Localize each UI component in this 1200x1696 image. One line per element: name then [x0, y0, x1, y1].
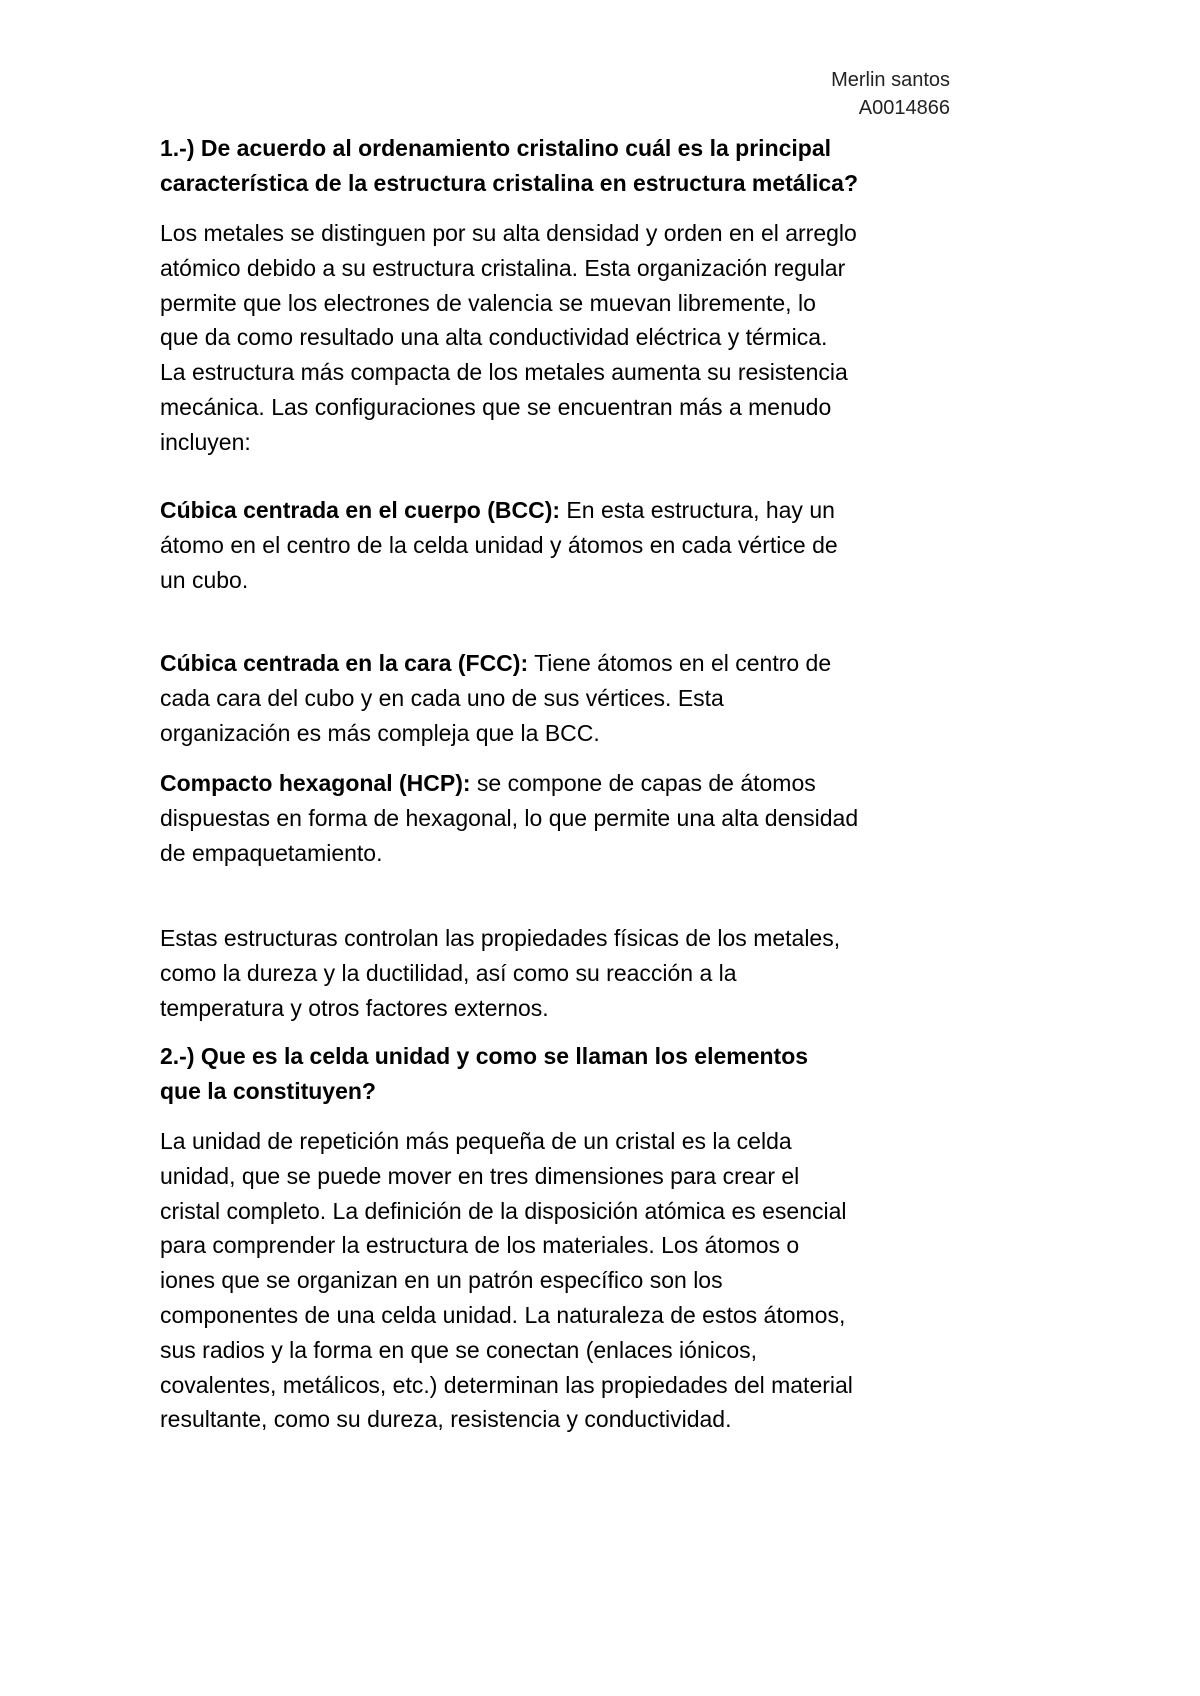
author-header — [831, 66, 950, 122]
question-2-heading — [160, 1039, 1060, 1109]
question-1-intro — [160, 216, 1060, 460]
fcc-label: Cúbica centrada en la cara (FCC): — [160, 650, 529, 676]
fcc-paragraph — [160, 646, 1060, 750]
text-line: covalentes, metálicos, etc.) determinan las propiedades del material — [160, 1371, 853, 1398]
text-line: sus radios y la forma en que se conectan (enlaces iónicos, — [160, 1336, 758, 1363]
heading-line: que la constituyen? — [160, 1077, 376, 1104]
bcc-label: Cúbica centrada en el cuerpo (BCC): — [160, 497, 561, 523]
text-line — [160, 766, 1060, 801]
text-line: mecánica. Las configuraciones que se encuentran más a menudo — [160, 393, 832, 420]
student-id: A0014866 — [858, 97, 950, 119]
text-line: átomo en el centro de la celda unidad y átomos en cada vértice de — [160, 531, 838, 558]
text-line — [160, 646, 1060, 681]
text-line: atómico debido a su estructura cristalina. Esta organización regular — [160, 254, 846, 281]
text-line: resultante, como su dureza, resistencia y conductividad. — [160, 1406, 732, 1433]
heading-line: 2.-) Que es la celda unidad y como se llaman los elementos — [160, 1043, 809, 1069]
text-line: para comprender la estructura de los materiales. Los átomos o — [160, 1232, 800, 1259]
text-line: unidad, que se puede mover en tres dimensiones para crear el — [160, 1162, 800, 1189]
text-line: cada cara del cubo y en cada uno de sus vértices. Esta — [160, 684, 724, 711]
hcp-paragraph — [160, 766, 1060, 870]
text-line: que da como resultado una alta conductividad eléctrica y térmica. — [160, 324, 828, 351]
question-1-heading — [160, 131, 1060, 201]
text-line: de empaquetamiento. — [160, 839, 383, 866]
question-1-closing — [160, 921, 1060, 1025]
text-line: cristal completo. La definición de la disposición atómica es esencial — [160, 1197, 847, 1224]
text-line: como la dureza y la ductilidad, así como su reacción a la — [160, 959, 737, 986]
text-line: incluyen: — [160, 428, 251, 455]
text-line: componentes de una celda unidad. La naturaleza de estos átomos, — [160, 1301, 846, 1328]
text-line: La unidad de repetición más pequeña de un cristal es la celda — [160, 1128, 792, 1154]
heading-line: 1.-) De acuerdo al ordenamiento cristalino cuál es la principal — [160, 135, 832, 161]
text-line — [160, 493, 1060, 528]
heading-line: característica de la estructura cristalina en estructura metálica? — [160, 169, 858, 196]
hcp-label: Compacto hexagonal (HCP): — [160, 770, 471, 796]
author-name: Merlin santos — [831, 69, 950, 91]
text-line: Los metales se distinguen por su alta densidad y orden en el arreglo — [160, 220, 857, 246]
bcc-paragraph — [160, 493, 1060, 597]
text-line: iones que se organizan en un patrón específico son los — [160, 1267, 723, 1294]
text: En esta estructura, hay un — [560, 497, 835, 523]
question-2-answer — [160, 1124, 1060, 1437]
text-line: dispuestas en forma de hexagonal, lo que permite una alta densidad — [160, 804, 859, 831]
text-line: Estas estructuras controlan las propiedades físicas de los metales, — [160, 925, 841, 951]
text-line: un cubo. — [160, 566, 249, 593]
text: se compone de capas de átomos — [470, 770, 816, 796]
text-line: permite que los electrones de valencia se muevan libremente, lo — [160, 289, 816, 316]
text-line: temperatura y otros factores externos. — [160, 994, 549, 1021]
text-line: organización es más compleja que la BCC. — [160, 719, 600, 746]
text-line: La estructura más compacta de los metales aumenta su resistencia — [160, 359, 848, 386]
text: Tiene átomos en el centro de — [528, 650, 832, 676]
